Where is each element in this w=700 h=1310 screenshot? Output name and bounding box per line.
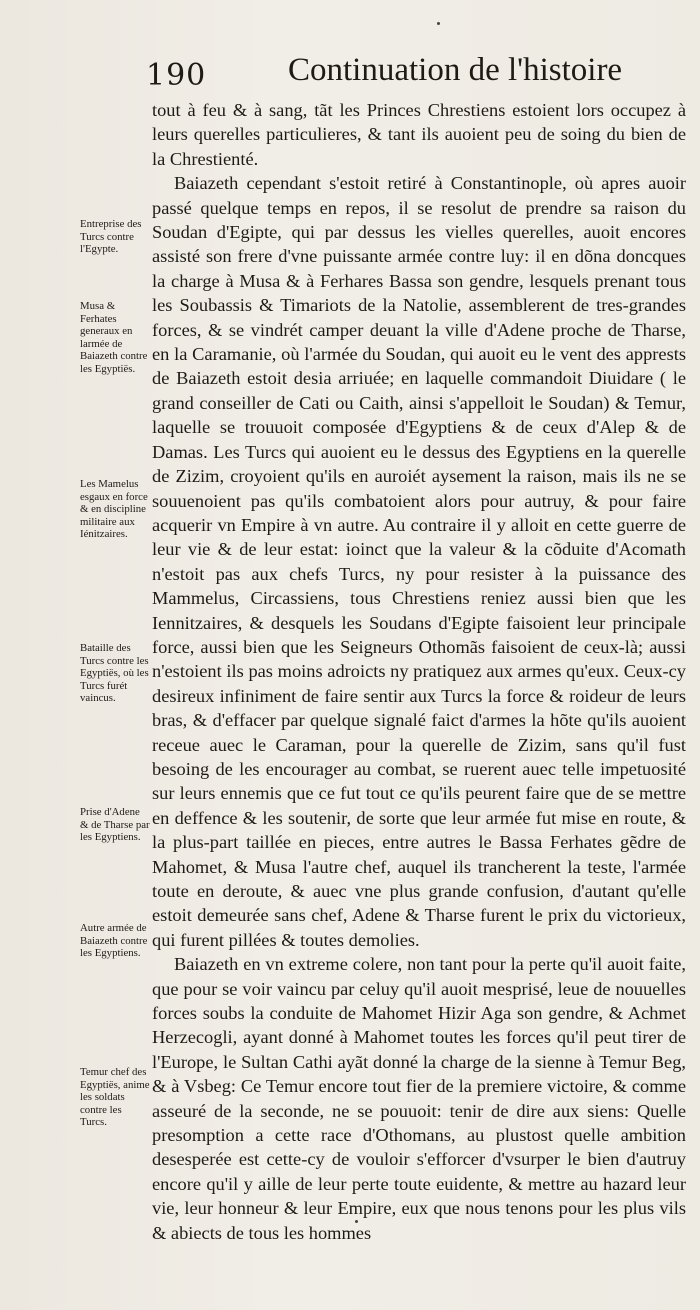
- margin-note: Autre armée de Baiazeth contre les Egyptiens.: [80, 922, 148, 960]
- margin-note: Les Mamelus esgaux en force & en discipline militaire aux Iénitzaires.: [80, 478, 148, 541]
- margin-note: Musa & Ferhates generaux en larmée de Baiazeth contre les Egyptiës.: [80, 300, 148, 375]
- paragraph: Baiazeth en vn extreme colere, non tant pour la perte qu'il auoit faite, que pour se voir vaincu par celuy qu'il auoit mesprisé, leue de nouuelles forces soubs la conduite de Mahomet Hizir Aga son gendre, & Achmet Herzecogli, ayant donné à Mahomet toutes les forces qu'il peut tirer de l'Europe, le Sultan Cathi ayãt donné la charge de la sienne à Temur Beg, & à Vsbeg: Ce Temur encore tout fier de la premiere victoire, & comme asseuré de la seconde, ne se pouuoit: tenir de dire aux siens: Quelle presomption a cette race d'Othomans, au plustost quelle ambition desesperée est cette-cy de vouloir s'efforcer d'vsurper le bien d'autruy encore qu'il y aille de leur perte toute euidente, & mettre au hazard leur vie, leur honneur & leur Empire, eux que nous tenons pour les plus vils & abiects de tous les hommes: [152, 954, 686, 1243]
- margin-note: Bataille des Turcs contre les Egyptiës, où les Turcs furét vaincus.: [80, 642, 149, 705]
- margin-note: Temur chef des Egyptiës, anime les soldats contre les Turcs.: [80, 1066, 150, 1129]
- ink-speck: [355, 1220, 358, 1223]
- main-text: [152, 98, 686, 1245]
- paragraph: tout à feu & à sang, tãt les Princes Chrestiens estoient lors occupez à leurs querelles particulieres, & tant ils auoient peu de soing du bien de la Chrestienté.: [152, 100, 686, 169]
- margin-note: Entreprise des Turcs contre l'Egypte.: [80, 218, 142, 256]
- page-header: [0, 50, 700, 100]
- page-number: 190: [146, 58, 207, 93]
- paragraph: Baiazeth cependant s'estoit retiré à Constantinople, où apres auoir passé quelque temps en repos, il se resolut de prendre sa raison du Soudan d'Egipte, qui par dessus les vielles querelles, auoit encores assisté son frere d'vne puissante armée contre luy: il en dõna doncques la charge à Musa & à Ferhares Bassa son gendre, lesquels prenant tous les Soubassis & Timariots de la Natolie, assemblerent de tres-grandes forces, & se vindrét camper deuant la ville d'Adene proche de Tharse, en la Caramanie, où l'armée du Soudan, qui auoit eu le vent des apprests de Baiazeth estoit desia arriuée; en laquelle commandoit Diuidare ( le grand conseiller de Cati ou Caith, ainsi s'appelloit le Soudan) & Temur, laquelle se trouuoit composée d'Egyptiens & de ceux d'Alep & de Damas. Les Turcs qui auoient eu le dessus des Egyptiens en la querelle de Zizim, croyoient qu'ils en auroiét aysement la raison, mais ils ne se souuenoient pas qu'ils combatoient alors pour autruy, & pour faire acquerir vn Empire à vn autre. Au contraire il y alloit en cette guerre de leur vie & de leur estat: ioinct que la valeur & la cõduite d'Acomath n'estoit pas aux chefs Turcs, ny pour resister à la puissance des Mammelus, Circassiens, tous Chrestiens reniez aussi bien que les Iennitzaires, & desquels les Soudans d'Egipte faisoient leur principale force, aussi bien que les Seigneurs Othomãs faisoient de ceux-là; aussi n'estoient ils pas moins adroicts ny pratiquez aux armes qu'eux. Ceux-cy desireux infiniment de faire sentir aux Turcs la force & roideur de leurs bras, & d'effacer par quelque signalé faict d'armes la hõte qu'ils auoient receue auec le Caraman, pour la querelle de Zizim, sans qu'il fust besoing de les encourager au combat, se ruerent auec telle impetuosité sur leurs ennemis que ce fut tout ce qu'ils peurent faire que de se mettre en deffence & les soutenir, de sorte que leur armée fut mise en route, & la plus-part taillée en pieces, entre autres le Bassa Ferhates gẽdre de Mahomet, & Musa l'autre chef, auquel ils trancherent la teste, l'armée toute en deroute, & auec vne plus grande confusion, d'autant qu'elle estoit demeurée sans chef, Adene & Tharse furent le prix du victorieux, qui furent pillées & toutes demolies.: [152, 173, 686, 950]
- running-title: Continuation de l'histoire: [288, 52, 623, 88]
- ink-speck: [437, 22, 440, 25]
- margin-note: Prise d'Adene & de Tharse par les Egyptiens.: [80, 806, 150, 844]
